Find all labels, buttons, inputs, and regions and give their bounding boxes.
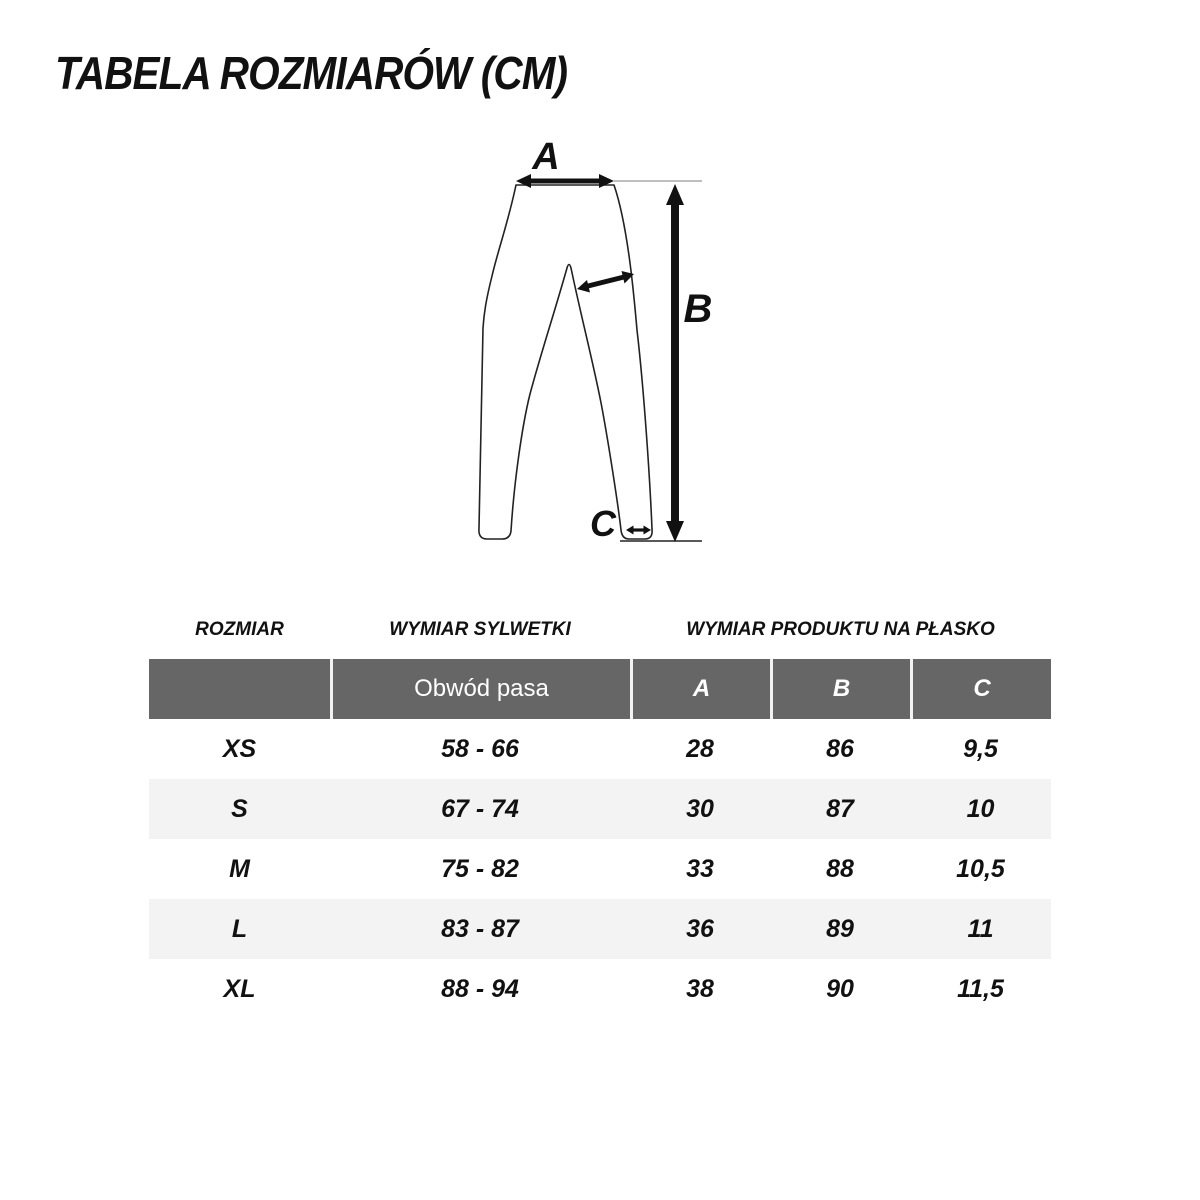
cell-b: 88 xyxy=(826,855,854,883)
table-row-xs xyxy=(149,719,1051,779)
table-subheader-row xyxy=(149,659,1051,719)
table-row-m xyxy=(149,839,1051,899)
cell-c: 11,5 xyxy=(957,975,1004,1003)
header-cell-waist: Obwód pasa xyxy=(330,659,630,719)
cell-waist: 88 - 94 xyxy=(441,975,519,1003)
table-row-l xyxy=(149,899,1051,959)
label-c: C xyxy=(590,503,616,544)
cell-size: M xyxy=(229,855,250,883)
cell-waist: 83 - 87 xyxy=(441,915,519,943)
label-b: B xyxy=(683,287,713,331)
cell-waist: 75 - 82 xyxy=(441,855,519,883)
col-group-size: ROZMIAR xyxy=(195,619,284,640)
measure-arrow-b xyxy=(666,184,684,542)
cell-size: S xyxy=(231,795,248,823)
cell-size: L xyxy=(231,915,248,943)
col-group-body-measure: WYMIAR SYLWETKI xyxy=(389,619,571,640)
size-table xyxy=(149,659,1051,1019)
cell-c: 10,5 xyxy=(956,855,1005,883)
cell-size: XL xyxy=(223,975,256,1003)
table-group-headers xyxy=(0,612,1200,648)
cell-size: XS xyxy=(222,735,257,763)
header-cell-c: C xyxy=(910,659,1051,719)
col-group-product-flat: WYMIAR PRODUKTU NA PŁASKO xyxy=(686,619,995,640)
cell-a: 28 xyxy=(686,735,714,763)
cell-c: 11 xyxy=(967,915,994,943)
cell-waist: 58 - 66 xyxy=(441,735,519,763)
pants-measurement-diagram xyxy=(440,128,780,583)
cell-c: 9,5 xyxy=(963,735,998,763)
label-a: A xyxy=(532,136,560,178)
cell-a: 30 xyxy=(686,795,714,823)
header-cell-a: A xyxy=(630,659,770,719)
cell-a: 33 xyxy=(686,855,714,883)
cell-b: 86 xyxy=(826,735,854,763)
pants-outline xyxy=(479,185,652,539)
cell-waist: 67 - 74 xyxy=(441,795,519,823)
table-row-s xyxy=(149,779,1051,839)
cell-a: 36 xyxy=(686,915,714,943)
cell-b: 90 xyxy=(826,975,854,1003)
page-title: TABELA ROZMIARÓW (CM) xyxy=(55,47,568,99)
cell-c: 10 xyxy=(966,795,995,823)
table-row-xl xyxy=(149,959,1051,1019)
header-cell-size xyxy=(149,659,330,719)
cell-b: 89 xyxy=(826,915,854,943)
cell-a: 38 xyxy=(686,975,714,1003)
header-cell-b: B xyxy=(770,659,910,719)
cell-b: 87 xyxy=(826,795,854,823)
